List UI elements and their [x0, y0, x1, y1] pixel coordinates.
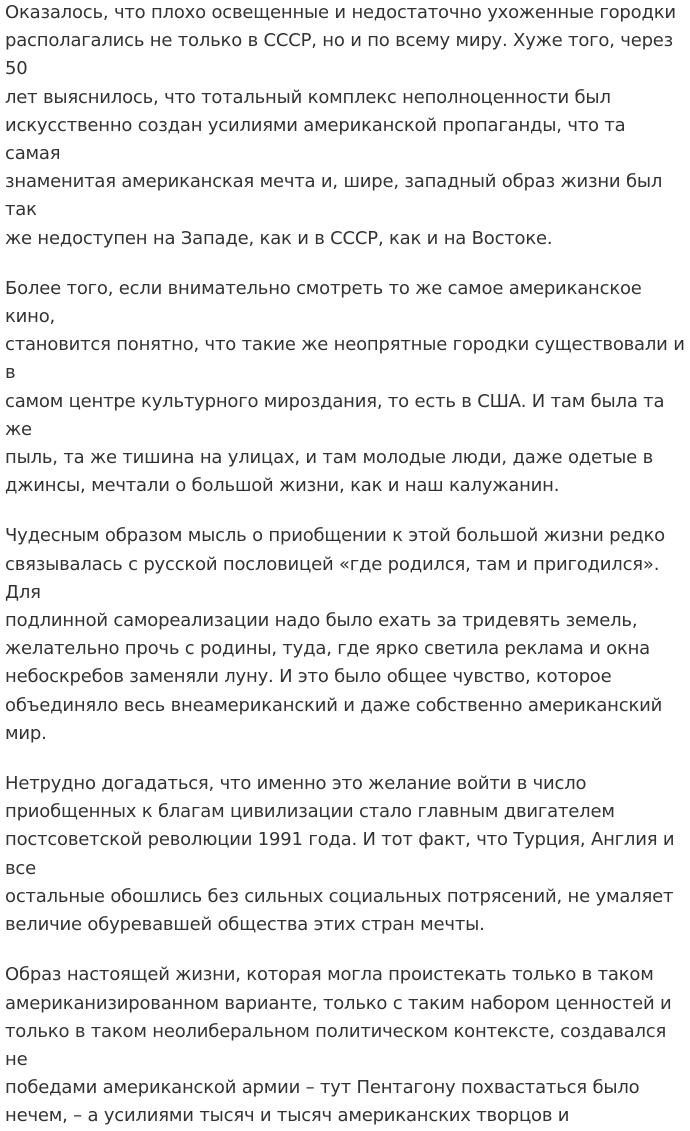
paragraph-4: Нетрудно догадаться, что именно это желание войти в число приобщенных к благам цивилизации стало главным двигателем постсоветской революции 1991 года. И тот факт, что Турция, Англия и все остальные обошлись без сильных социальных потрясений, не умаляет величие обуревавшей общества этих стран мечты. [5, 773, 675, 936]
paragraph-2: Более того, если внимательно смотреть то же самое американское кино, становится понятно, что такие же неопрятные городки существовали и в самом центре культурного мироздания, то есть в США. И там была та же пыль, та же тишина на улицах, и там молодые люди, даже одетые в джинсы, мечтали о большой жизни, как и наш калужанин. [5, 277, 685, 497]
paragraph-3: Чудесным образом мысль о приобщении к этой большой жизни редко связывалась с русской пословицей «где родился, там и пригодился». Для подлинной самореализации надо было ехать за тридевять земель, желательно прочь с родины, туда, где ярко светила реклама и окна небоскребов заменяли луну. И это было общее чувство, которое объединяло весь внеамериканский и даже собственно американский мир. [5, 525, 665, 744]
paragraph-1: Оказалось, что плохо освещенные и недостаточно ухоженные городки располагались не только в СССР, но и по всему миру. Хуже того, через 50 лет выяснилось, что тотальный комплекс неполноценности был искусственно создан усилиями американской пропаганды, что та самая знаменитая американская мечта и, шире, западный образ жизни был так же недоступен на Западе, как и в СССР, как и на Востоке. [5, 2, 676, 249]
paragraph-5: Образ настоящей жизни, которая могла проистекать только в таком американизированном варианте, только с таким набором ценностей и только в таком неолиберальном политическом контексте, создавался не победами американской армии – тут Пентагону похвастаться было нечем, – а усилиями тысяч и тысяч американских творцов и [5, 964, 672, 1127]
